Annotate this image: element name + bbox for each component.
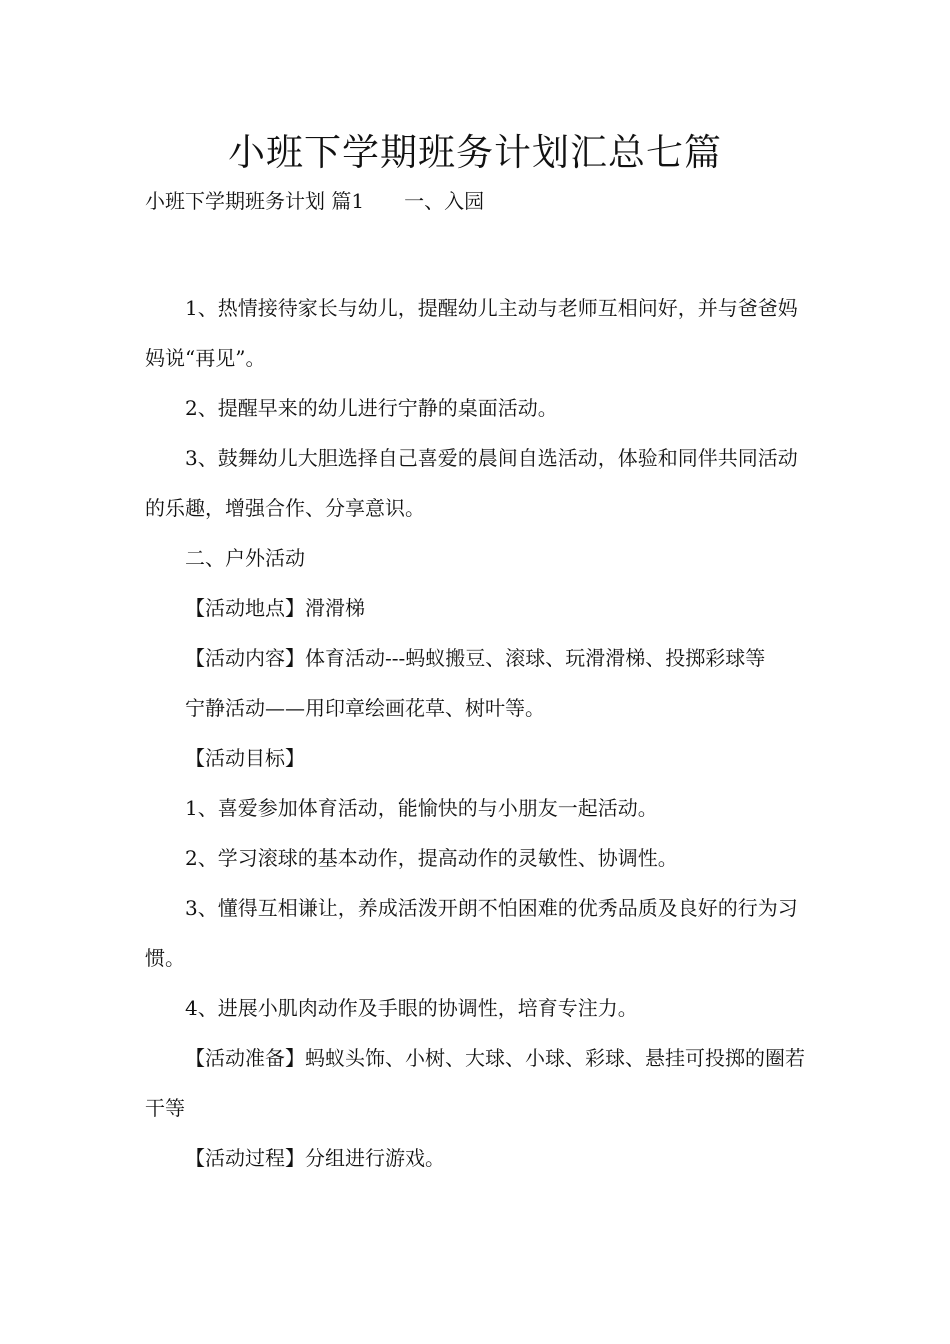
paragraph-morning-activity: 3、鼓舞幼儿大胆选择自己喜爱的晨间自选活动，体验和同伴共同活动的乐趣，增强合作、分享意识。 [145,446,798,520]
paragraph-quiet-desk-activity: 2、提醒早来的幼儿进行宁静的桌面活动。 [185,396,558,420]
paragraph-activity-preparation: 【活动准备】蚂蚁头饰、小树、大球、小球、彩球、悬挂可投掷的圈若干等 [145,1046,805,1120]
paragraph-quiet-activity: 宁静活动——用印章绘画花草、树叶等。 [185,696,545,720]
section-heading-outdoor: 二、户外活动 [185,546,305,570]
paragraph-goal-2: 2、学习滚球的基本动作，提高动作的灵敏性、协调性。 [185,846,678,870]
paragraph-goal-1: 1、喜爱参加体育活动，能愉快的与小朋友一起活动。 [185,796,658,820]
document-title: 小班下学期班务计划汇总七篇 [228,131,722,174]
paragraph-goal-4: 4、进展小肌肉动作及手眼的协调性，培育专注力。 [185,996,638,1020]
paragraph-goal-3: 3、懂得互相谦让，养成活泼开朗不怕困难的优秀品质及良好的行为习惯。 [145,896,798,970]
paragraph-entry-greeting: 1、热情接待家长与幼儿，提醒幼儿主动与老师互相问好，并与爸爸妈妈说“再见”。 [145,296,798,370]
paragraph-activity-content: 【活动内容】体育活动---蚂蚁搬豆、滚球、玩滑滑梯、投掷彩球等 [185,646,766,670]
document-body [145,283,807,1183]
paragraph-activity-process: 【活动过程】分组进行游戏。 [185,1146,445,1170]
paragraph-activity-location: 【活动地点】滑滑梯 [185,596,365,620]
document-subtitle: 小班下学期班务计划 篇1 一、入园 [145,189,485,213]
paragraph-activity-goals-heading: 【活动目标】 [185,746,305,770]
